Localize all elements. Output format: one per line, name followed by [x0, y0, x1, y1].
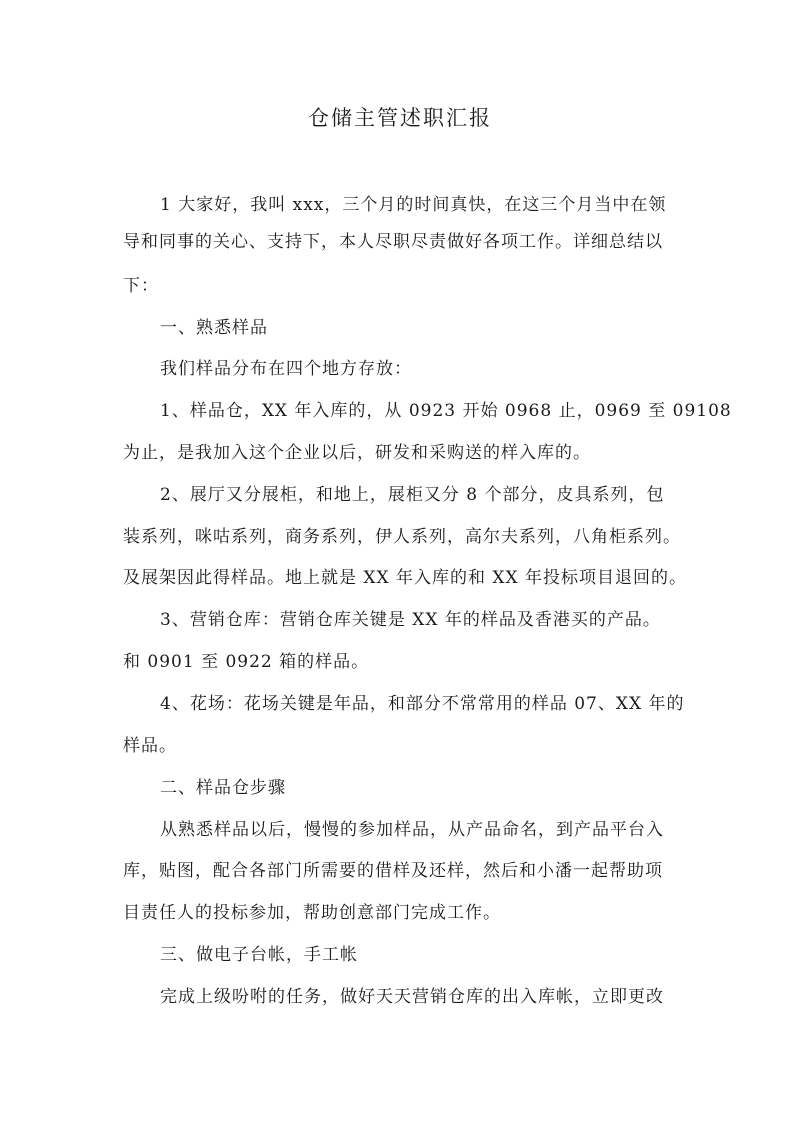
item-2-line-3: 及展架因此得样品。地上就是 XX 年入库的和 XX 年投标项目退回的。 [123, 568, 688, 588]
section-2-heading: 二、样品仓步骤 [160, 778, 286, 798]
intro-line-3: 下： [123, 276, 159, 296]
document-title: 仓储主管述职汇报 [308, 106, 492, 130]
item-3-line-2: 和 0901 至 0922 箱的样品。 [123, 652, 370, 672]
section-3-line-1: 完成上级吩咐的任务，做好天天营销仓库的出入库帐，立即更改 [160, 987, 664, 1007]
section-1-lead: 我们样品分布在四个地方存放： [160, 359, 412, 379]
item-2-line-2: 装系列，咪咕系列，商务系列，伊人系列，高尔夫系列，八角柜系列。 [123, 527, 681, 547]
item-1-line-2: 为止，是我加入这个企业以后，研发和采购送的样入库的。 [123, 443, 591, 463]
section-2-line-3: 目责任人的投标参加，帮助创意部门完成工作。 [123, 903, 501, 923]
section-1-heading: 一、熟悉样品 [160, 318, 268, 338]
intro-line-2: 导和同事的关心、支持下，本人尽职尽责做好各项工作。详细总结以 [123, 232, 663, 252]
section-2-line-1: 从熟悉样品以后，慢慢的参加样品，从产品命名，到产品平台入 [160, 820, 664, 840]
section-3-heading: 三、做电子台帐，手工帐 [160, 945, 358, 965]
section-2-line-2: 库，贴图，配合各部门所需要的借样及还样，然后和小潘一起帮助项 [123, 861, 663, 881]
item-2-line-1: 2、展厅又分展柜，和地上，展柜又分 8 个部分，皮具系列，包 [160, 485, 665, 505]
item-4-line-1: 4、花场：花场关键是年品，和部分不常常用的样品 07、XX 年的 [160, 694, 685, 714]
item-3-line-1: 3、营销仓库：营销仓库关键是 XX 年的样品及香港买的产品。 [160, 610, 661, 630]
item-1-line-1: 1、样品仓，XX 年入库的，从 0923 开始 0968 止，0969 至 09108 [160, 401, 732, 421]
intro-line-1: 1 大家好，我叫 xxx，三个月的时间真快，在这三个月当中在领 [160, 195, 667, 215]
item-4-line-2: 样品。 [123, 736, 177, 756]
